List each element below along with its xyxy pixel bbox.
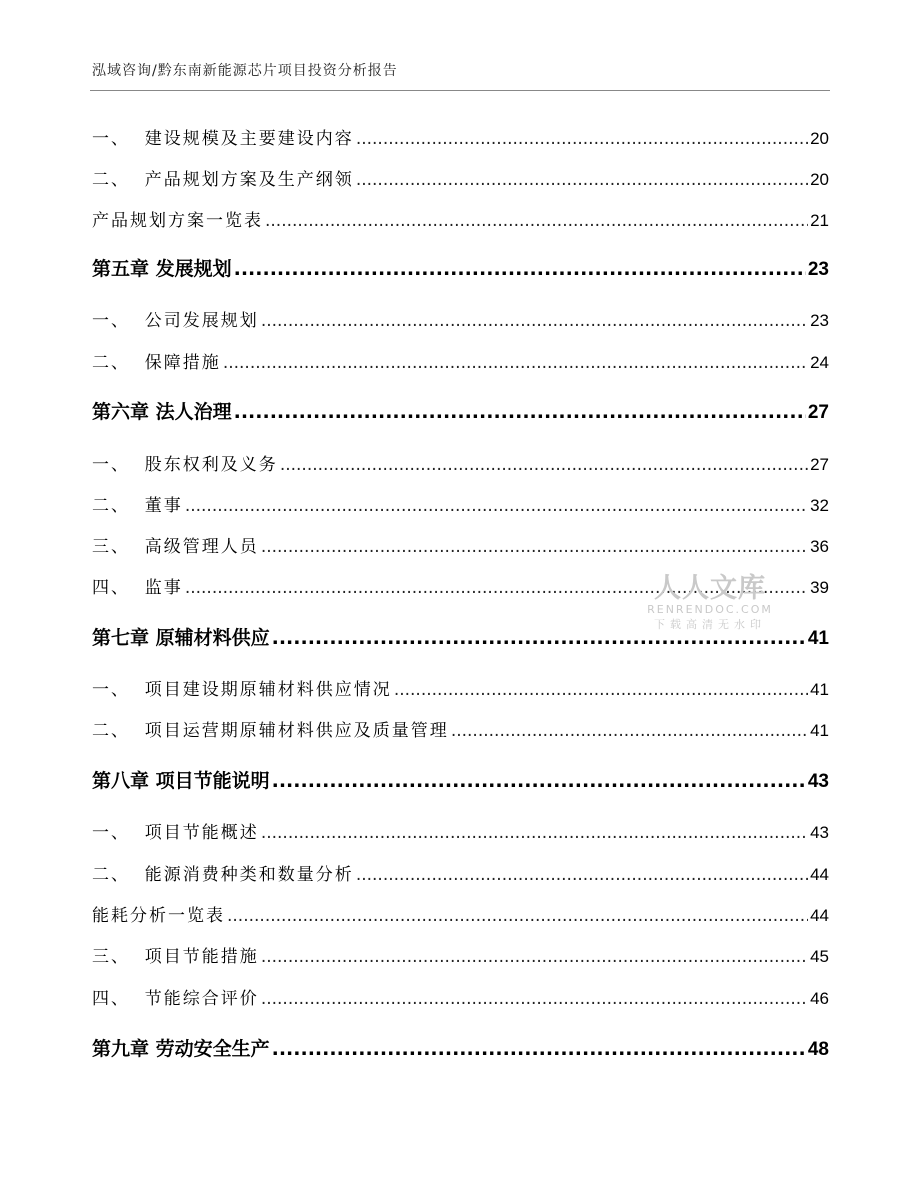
toc-entry-label: 第九章 劳动安全生产 xyxy=(92,1038,270,1060)
toc-entry-label: 一、 股东权利及义务 xyxy=(92,455,278,475)
toc-leader-dots xyxy=(261,989,808,1009)
toc-entry-page: 43 xyxy=(807,771,829,792)
toc-entry[interactable] xyxy=(92,860,829,885)
toc-entry[interactable] xyxy=(92,984,829,1009)
toc-entry-page: 27 xyxy=(807,402,829,423)
toc-leader-dots xyxy=(272,627,806,649)
toc-entry-page: 32 xyxy=(810,496,829,515)
toc-entry-page: 27 xyxy=(810,455,829,474)
toc-entry-page: 20 xyxy=(810,129,829,148)
toc-leader-dots xyxy=(280,455,808,475)
toc-leader-dots xyxy=(223,353,808,373)
toc-entry-label: 第五章 发展规划 xyxy=(92,258,232,280)
toc-entry-label: 三、 高级管理人员 xyxy=(92,537,259,557)
toc-entry[interactable] xyxy=(92,675,829,700)
toc-entry-page: 41 xyxy=(810,680,829,699)
toc-leader-dots xyxy=(185,496,808,516)
toc-entry-label: 二、 保障措施 xyxy=(92,353,221,373)
toc-entry[interactable] xyxy=(92,491,829,516)
toc-entry-label: 三、 项目节能措施 xyxy=(92,947,259,967)
toc-leader-dots xyxy=(356,865,808,885)
toc-entry[interactable] xyxy=(92,532,829,557)
toc-leader-dots xyxy=(394,680,808,700)
toc-leader-dots xyxy=(451,721,808,741)
toc-entry[interactable] xyxy=(92,165,829,190)
toc-entry-label: 二、 能源消费种类和数量分析 xyxy=(92,865,354,885)
toc-entry[interactable] xyxy=(92,450,829,475)
toc-entry-page: 41 xyxy=(807,628,829,649)
toc-entry-label: 一、 项目建设期原辅材料供应情况 xyxy=(92,680,392,700)
watermark-subtitle: 下载高清无水印 xyxy=(654,618,766,631)
toc-entry-label: 一、 公司发展规划 xyxy=(92,311,259,331)
toc-entry-page: 23 xyxy=(807,259,829,280)
toc-leader-dots xyxy=(234,258,806,280)
toc-entry[interactable] xyxy=(92,306,829,331)
toc-entry[interactable] xyxy=(92,124,829,149)
toc-entry-page: 43 xyxy=(810,823,829,842)
toc-entry[interactable] xyxy=(92,716,829,741)
toc-leader-dots xyxy=(265,211,808,231)
toc-entry-page: 21 xyxy=(810,211,829,230)
toc-entry-label: 二、 产品规划方案及生产纲领 xyxy=(92,170,354,190)
toc-chapter-entry[interactable] xyxy=(92,766,829,793)
toc-entry-page: 44 xyxy=(810,906,829,925)
toc-entry-page: 46 xyxy=(810,989,829,1008)
toc-leader-dots xyxy=(261,823,808,843)
toc-entry-label: 一、 建设规模及主要建设内容 xyxy=(92,129,354,149)
toc-leader-dots xyxy=(356,170,808,190)
toc-leader-dots xyxy=(356,129,808,149)
toc-leader-dots xyxy=(272,1038,806,1060)
toc-entry-label: 一、 项目节能概述 xyxy=(92,823,259,843)
toc-entry-label: 二、 项目运营期原辅材料供应及质量管理 xyxy=(92,721,449,741)
toc-entry[interactable] xyxy=(92,942,829,967)
toc-entry-page: 23 xyxy=(810,311,829,330)
toc-entry[interactable] xyxy=(92,573,829,598)
toc-leader-dots xyxy=(234,401,806,423)
toc-entry[interactable] xyxy=(92,901,829,926)
toc-leader-dots xyxy=(261,537,808,557)
toc-entry-page: 20 xyxy=(810,170,829,189)
toc-entry-page: 41 xyxy=(810,721,829,740)
watermark-url: RENRENDOC.COM xyxy=(647,603,773,616)
toc-entry-label: 第八章 项目节能说明 xyxy=(92,770,270,792)
table-of-contents xyxy=(92,0,829,1191)
toc-entry-label: 四、 节能综合评价 xyxy=(92,989,259,1009)
toc-entry[interactable] xyxy=(92,348,829,373)
toc-entry-label: 能耗分析一览表 xyxy=(92,906,225,926)
toc-entry-label: 第七章 原辅材料供应 xyxy=(92,627,270,649)
toc-entry[interactable] xyxy=(92,206,829,231)
toc-chapter-entry[interactable] xyxy=(92,1034,829,1061)
toc-leader-dots xyxy=(227,906,808,926)
toc-entry-label: 产品规划方案一览表 xyxy=(92,211,263,231)
toc-leader-dots xyxy=(261,311,808,331)
toc-chapter-entry[interactable] xyxy=(92,623,829,650)
toc-entry-page: 44 xyxy=(810,865,829,884)
toc-leader-dots xyxy=(261,947,808,967)
toc-leader-dots xyxy=(185,578,808,598)
watermark-title: 人人文库 xyxy=(654,573,766,604)
toc-entry-page: 36 xyxy=(810,537,829,556)
toc-entry-label: 四、 监事 xyxy=(92,578,183,598)
toc-entry-page: 48 xyxy=(807,1039,829,1060)
toc-leader-dots xyxy=(272,770,806,792)
toc-entry-page: 24 xyxy=(810,353,829,372)
toc-entry-label: 第六章 法人治理 xyxy=(92,401,232,423)
toc-entry-page: 45 xyxy=(810,947,829,966)
toc-entry-page: 39 xyxy=(810,578,829,597)
toc-entry-label: 二、 董事 xyxy=(92,496,183,516)
toc-chapter-entry[interactable] xyxy=(92,397,829,424)
toc-entry[interactable] xyxy=(92,818,829,843)
toc-chapter-entry[interactable] xyxy=(92,254,829,281)
running-header: 泓域咨询/黔东南新能源芯片项目投资分析报告 xyxy=(92,63,398,79)
